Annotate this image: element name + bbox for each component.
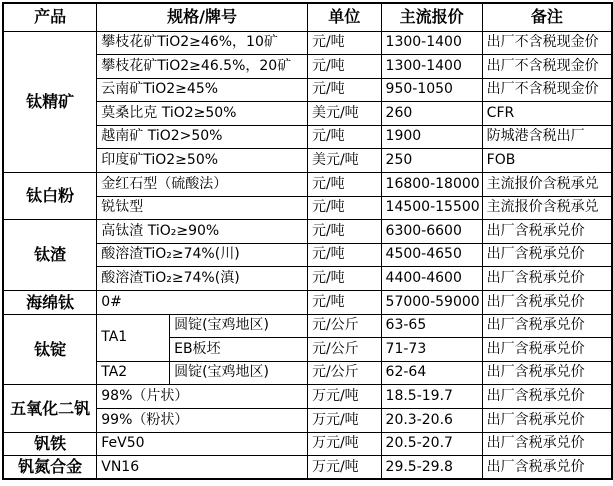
price-cell: 63-65 bbox=[381, 314, 482, 338]
unit-cell: 元/公斤 bbox=[307, 338, 381, 362]
col-header-note: 备注 bbox=[482, 3, 612, 31]
spec-cell: 98%（片状） bbox=[97, 385, 308, 409]
price-cell: 950-1050 bbox=[381, 78, 482, 102]
price-cell: 4500-4650 bbox=[381, 243, 482, 267]
table-row bbox=[3, 314, 612, 338]
unit-cell: 万元/吨 bbox=[307, 409, 381, 433]
unit-cell: 元/吨 bbox=[307, 291, 381, 315]
spec-cell: 云南矿TiO2≥45% bbox=[97, 78, 308, 102]
grade-cell: TA1 bbox=[97, 314, 170, 361]
price-cell: 18.5-19.7 bbox=[381, 385, 482, 409]
note-cell: 出厂含税承兑价 bbox=[482, 385, 612, 409]
price-cell: 29.5-29.8 bbox=[381, 456, 482, 480]
table-row bbox=[3, 31, 612, 55]
unit-cell: 元/吨 bbox=[307, 55, 381, 79]
product-cell: 钛白粉 bbox=[3, 173, 97, 220]
grade-cell: TA2 bbox=[97, 361, 170, 385]
note-cell: 出厂含税承兑价 bbox=[482, 267, 612, 291]
subspec-cell: 圆锭(宝鸡地区) bbox=[170, 314, 308, 338]
note-cell: 出厂含税承兑价 bbox=[482, 456, 612, 480]
price-cell: 260 bbox=[381, 102, 482, 126]
product-cell: 五氧化二钒 bbox=[3, 385, 97, 432]
price-cell: 57000-59000 bbox=[381, 291, 482, 315]
table-row bbox=[3, 291, 612, 315]
unit-cell: 元/吨 bbox=[307, 243, 381, 267]
price-cell: 20.3-20.6 bbox=[381, 409, 482, 433]
note-cell: 防城港含税出厂 bbox=[482, 125, 612, 149]
col-header-unit: 单位 bbox=[307, 3, 381, 31]
table-row bbox=[3, 456, 612, 480]
product-cell: 钒铁 bbox=[3, 432, 97, 456]
table-row bbox=[3, 220, 612, 244]
unit-cell: 元/吨 bbox=[307, 267, 381, 291]
unit-cell: 万元/吨 bbox=[307, 432, 381, 456]
spec-cell: 印度矿TiO2≥50% bbox=[97, 149, 308, 173]
unit-cell: 元/公斤 bbox=[307, 314, 381, 338]
subspec-cell: EB板坯 bbox=[170, 338, 308, 362]
col-header-price: 主流报价 bbox=[381, 3, 482, 31]
note-cell: 出厂不含税现金价 bbox=[482, 55, 612, 79]
unit-cell: 元/吨 bbox=[307, 31, 381, 55]
note-cell: 出厂含税承兑价 bbox=[482, 291, 612, 315]
price-cell: 62-64 bbox=[381, 361, 482, 385]
note-cell: 主流报价含税承兑 bbox=[482, 196, 612, 220]
table-row bbox=[3, 173, 612, 197]
table-row bbox=[3, 385, 612, 409]
price-table bbox=[2, 2, 613, 480]
product-cell: 钛锭 bbox=[3, 314, 97, 385]
unit-cell: 美元/吨 bbox=[307, 149, 381, 173]
note-cell: 出厂含税承兑价 bbox=[482, 409, 612, 433]
price-cell: 71-73 bbox=[381, 338, 482, 362]
product-cell: 钒氮合金 bbox=[3, 456, 97, 480]
spec-cell: 莫桑比克 TiO2≥50% bbox=[97, 102, 308, 126]
note-cell: 出厂不含税现金价 bbox=[482, 78, 612, 102]
note-cell: 主流报价含税承兑 bbox=[482, 173, 612, 197]
spec-cell: 0# bbox=[97, 291, 308, 315]
note-cell: 出厂含税承兑价 bbox=[482, 361, 612, 385]
spec-cell: 金红石型（硫酸法） bbox=[97, 173, 308, 197]
table-row bbox=[3, 432, 612, 456]
price-cell: 1300-1400 bbox=[381, 31, 482, 55]
price-cell: 14500-15500 bbox=[381, 196, 482, 220]
unit-cell: 元/吨 bbox=[307, 220, 381, 244]
price-cell: 250 bbox=[381, 149, 482, 173]
price-cell: 20.5-20.7 bbox=[381, 432, 482, 456]
note-cell: 出厂含税承兑价 bbox=[482, 243, 612, 267]
unit-cell: 元/吨 bbox=[307, 78, 381, 102]
col-header-product: 产品 bbox=[3, 3, 97, 31]
spec-cell: 锐钛型 bbox=[97, 196, 308, 220]
spec-cell: 攀枝花矿TiO2≥46%，10矿 bbox=[97, 31, 308, 55]
unit-cell: 元/吨 bbox=[307, 125, 381, 149]
price-cell: 16800-18000 bbox=[381, 173, 482, 197]
product-cell: 海绵钛 bbox=[3, 291, 97, 315]
price-cell: 1900 bbox=[381, 125, 482, 149]
note-cell: CFR bbox=[482, 102, 612, 126]
spec-cell: 酸溶渣TiO₂≥74%(滇) bbox=[97, 267, 308, 291]
price-cell: 6300-6600 bbox=[381, 220, 482, 244]
unit-cell: 元/吨 bbox=[307, 173, 381, 197]
price-cell: 1300-1400 bbox=[381, 55, 482, 79]
spec-cell: VN16 bbox=[97, 456, 308, 480]
product-cell: 钛渣 bbox=[3, 220, 97, 291]
unit-cell: 元/吨 bbox=[307, 196, 381, 220]
note-cell: 出厂含税承兑价 bbox=[482, 432, 612, 456]
subspec-cell: 圆锭(宝鸡地区) bbox=[170, 361, 308, 385]
unit-cell: 元/公斤 bbox=[307, 361, 381, 385]
product-cell: 钛精矿 bbox=[3, 31, 97, 173]
note-cell: 出厂不含税现金价 bbox=[482, 31, 612, 55]
unit-cell: 万元/吨 bbox=[307, 456, 381, 480]
header-row bbox=[3, 3, 612, 31]
note-cell: 出厂含税承兑价 bbox=[482, 220, 612, 244]
price-cell: 4400-4600 bbox=[381, 267, 482, 291]
spec-cell: 攀枝花矿TiO2≥46.5%，20矿 bbox=[97, 55, 308, 79]
note-cell: 出厂含税承兑价 bbox=[482, 338, 612, 362]
spec-cell: 99%（粉状） bbox=[97, 409, 308, 433]
spec-cell: 酸溶渣TiO₂≥74%(川) bbox=[97, 243, 308, 267]
note-cell: 出厂含税承兑价 bbox=[482, 314, 612, 338]
spec-cell: 高钛渣 TiO₂≥90% bbox=[97, 220, 308, 244]
spec-cell: 越南矿 TiO2>50% bbox=[97, 125, 308, 149]
note-cell: FOB bbox=[482, 149, 612, 173]
unit-cell: 美元/吨 bbox=[307, 102, 381, 126]
spec-cell: FeV50 bbox=[97, 432, 308, 456]
col-header-spec: 规格/牌号 bbox=[97, 3, 308, 31]
unit-cell: 万元/吨 bbox=[307, 385, 381, 409]
